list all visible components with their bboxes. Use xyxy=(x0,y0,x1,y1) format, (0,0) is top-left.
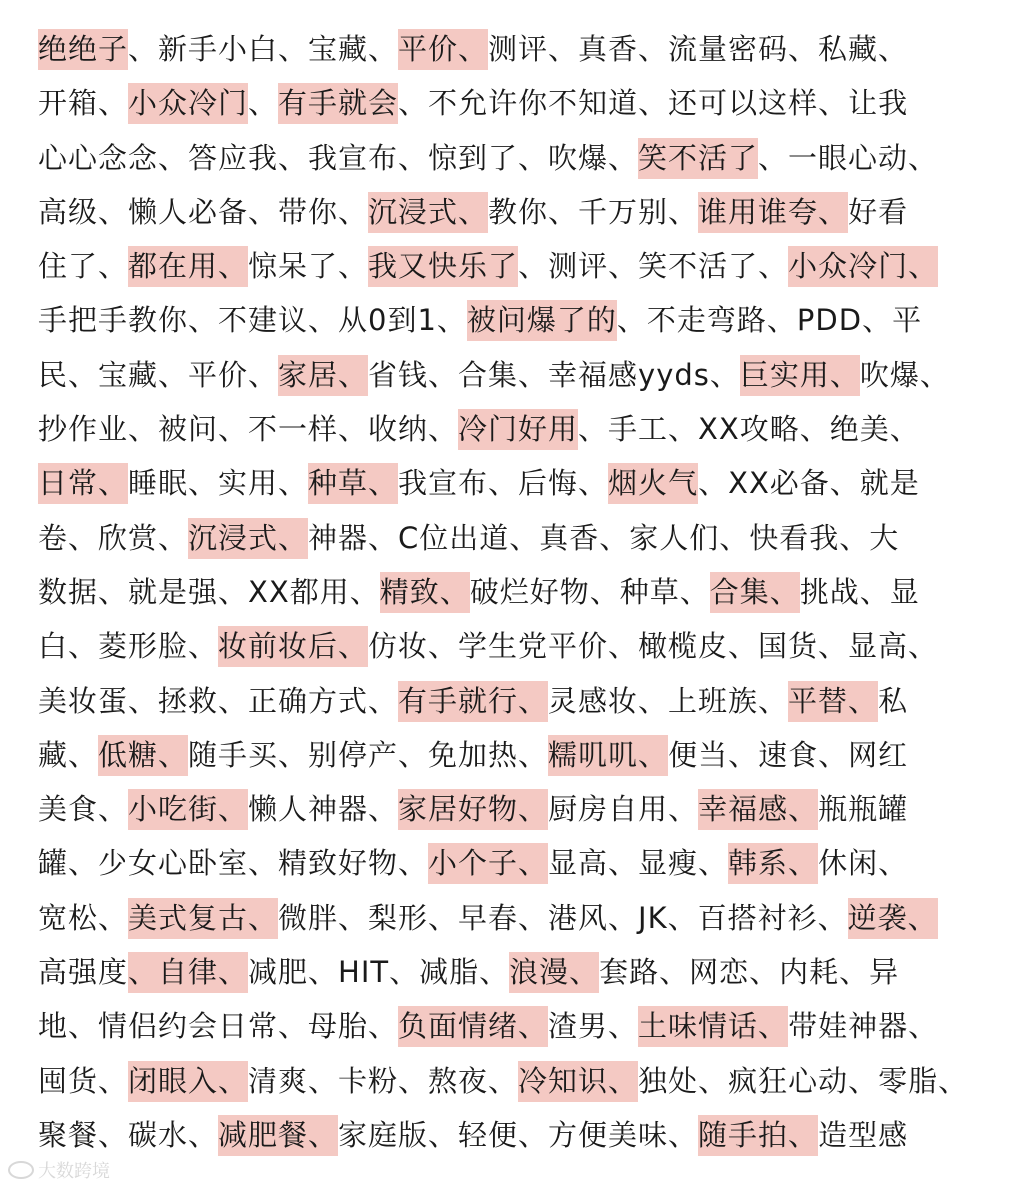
keyword-text: 白、菱形脸、 xyxy=(38,629,219,664)
text-line xyxy=(38,674,1004,728)
keyword-text: 清爽、卡粉、熬夜、 xyxy=(248,1063,519,1098)
keyword-text: 懒人神器、 xyxy=(248,792,399,827)
text-line xyxy=(38,891,1004,945)
highlighted-keyword: 低糖、 xyxy=(98,735,188,776)
highlighted-keyword: 妆前妆后、 xyxy=(218,626,368,667)
watermark-text: 大数跨境 xyxy=(38,1161,110,1182)
highlighted-keyword: 家居好物、 xyxy=(398,789,548,830)
text-line xyxy=(38,619,1004,673)
keyword-text: 、XX必备、就是 xyxy=(698,466,920,501)
keyword-text: 微胖、梨形、早春、港风、JK、百搭衬衫、 xyxy=(278,900,848,935)
highlighted-keyword: 、自律、 xyxy=(128,952,248,993)
keyword-text: 美妆蛋、拯救、正确方式、 xyxy=(38,683,399,718)
text-line xyxy=(38,402,1004,456)
text-line xyxy=(38,945,1004,999)
keyword-text: 省钱、合集、幸福感yyds、 xyxy=(368,357,740,392)
keyword-text: 宽松、 xyxy=(38,900,129,935)
keyword-text: 美食、 xyxy=(38,792,129,827)
text-line xyxy=(38,131,1004,185)
keyword-text: 民、宝藏、平价、 xyxy=(38,357,279,392)
text-line xyxy=(38,511,1004,565)
text-line xyxy=(38,782,1004,836)
text-line xyxy=(38,239,1004,293)
keyword-text: 、不走弯路、PDD、平 xyxy=(616,303,923,338)
highlighted-keyword: 有手就行、 xyxy=(398,681,548,722)
highlighted-keyword: 绝绝子 xyxy=(38,29,128,70)
highlighted-keyword: 沉浸式、 xyxy=(188,518,308,559)
keyword-text: 独处、疯狂心动、零脂、 xyxy=(638,1063,969,1098)
keyword-text: 数据、就是强、XX都用、 xyxy=(38,574,380,609)
highlighted-keyword: 平替、 xyxy=(788,681,878,722)
highlighted-keyword: 我又快乐了 xyxy=(368,246,518,287)
keyword-text: 聚餐、碳水、 xyxy=(38,1117,219,1152)
text-line xyxy=(38,348,1004,402)
keyword-text: 、新手小白、宝藏、 xyxy=(128,32,399,66)
highlighted-keyword: 都在用、 xyxy=(128,246,248,287)
keyword-text: 便当、速食、网红 xyxy=(668,737,909,772)
keyword-text: 减肥、HIT、减脂、 xyxy=(248,955,510,990)
highlighted-keyword: 减肥餐、 xyxy=(218,1115,338,1156)
keyword-text: 灵感妆、上班族、 xyxy=(548,683,789,718)
keyword-text: 睡眠、实用、 xyxy=(128,466,309,501)
keyword-text: 藏、 xyxy=(38,737,99,772)
text-line xyxy=(38,836,1004,890)
highlighted-keyword: 冷知识、 xyxy=(518,1061,638,1102)
text-line xyxy=(38,565,1004,619)
highlighted-keyword: 冷门好用 xyxy=(458,409,578,450)
keyword-text: 、手工、XX攻略、绝美、 xyxy=(578,412,920,447)
keyword-text: 卷、欣赏、 xyxy=(38,520,189,555)
highlighted-keyword: 笑不活了 xyxy=(638,138,758,179)
highlighted-keyword: 小众冷门 xyxy=(128,83,248,124)
keyword-text: 厨房自用、 xyxy=(548,792,699,827)
keyword-text: 教你、千万别、 xyxy=(488,194,699,229)
highlighted-keyword: 糯叽叽、 xyxy=(548,735,668,776)
highlighted-keyword: 家居、 xyxy=(278,355,368,396)
keyword-text: 、不允许你不知道、还可以这样、让我 xyxy=(398,86,909,121)
highlighted-keyword: 小众冷门、 xyxy=(788,246,938,287)
highlighted-keyword: 日常、 xyxy=(38,463,128,504)
highlighted-keyword: 精致、 xyxy=(380,572,470,613)
watermark xyxy=(8,1157,110,1183)
keyword-text: 我宣布、后悔、 xyxy=(398,466,609,501)
keyword-text: 渣男、 xyxy=(548,1009,639,1044)
text-line xyxy=(38,185,1004,239)
text-line xyxy=(38,22,1004,76)
keyword-text: 造型感 xyxy=(818,1117,909,1152)
highlighted-keyword: 巨实用、 xyxy=(740,355,860,396)
highlighted-keyword: 有手就会 xyxy=(278,83,398,124)
keyword-text: 显高、显瘦、 xyxy=(548,846,729,881)
keyword-text: 手把手教你、不建议、从0到1、 xyxy=(38,303,467,338)
text-line xyxy=(38,1054,1004,1108)
keyword-text: 住了、 xyxy=(38,249,129,284)
highlighted-keyword: 幸福感、 xyxy=(698,789,818,830)
highlighted-keyword: 浪漫、 xyxy=(509,952,599,993)
keyword-text: 瓶瓶罐 xyxy=(818,792,909,827)
highlighted-keyword: 沉浸式、 xyxy=(368,192,488,233)
keyword-document xyxy=(38,22,1004,1162)
highlighted-keyword: 平价、 xyxy=(398,29,488,70)
keyword-text: 私 xyxy=(878,683,909,718)
highlighted-keyword: 逆袭、 xyxy=(848,898,938,939)
highlighted-keyword: 合集、 xyxy=(710,572,800,613)
keyword-text: 、一眼心动、 xyxy=(758,140,939,175)
keyword-text: 挑战、显 xyxy=(799,574,920,609)
text-line xyxy=(38,76,1004,130)
text-line xyxy=(38,293,1004,347)
keyword-text: 随手买、别停产、免加热、 xyxy=(188,737,549,772)
keyword-text: 家庭版、轻便、方便美味、 xyxy=(338,1117,699,1152)
watermark-logo-icon xyxy=(8,1161,34,1179)
highlighted-keyword: 小个子、 xyxy=(428,843,548,884)
keyword-text: 破烂好物、种草、 xyxy=(469,574,710,609)
keyword-text: 测评、真香、流量密码、私藏、 xyxy=(488,32,909,66)
text-line xyxy=(38,999,1004,1053)
text-line xyxy=(38,728,1004,782)
keyword-text: 、 xyxy=(248,86,279,121)
keyword-text: 罐、少女心卧室、精致好物、 xyxy=(38,846,429,881)
highlighted-keyword: 谁用谁夸、 xyxy=(698,192,848,233)
highlighted-keyword: 负面情绪、 xyxy=(398,1006,548,1047)
text-line xyxy=(38,1108,1004,1162)
keyword-text: 心心念念、答应我、我宣布、惊到了、吹爆、 xyxy=(38,140,639,175)
keyword-text: 带娃神器、 xyxy=(788,1009,939,1044)
text-line xyxy=(38,456,1004,510)
highlighted-keyword: 被问爆了的 xyxy=(467,300,617,341)
keyword-text: 神器、C位出道、真香、家人们、快看我、大 xyxy=(308,520,900,555)
highlighted-keyword: 烟火气 xyxy=(608,463,698,504)
keyword-text: 、测评、笑不活了、 xyxy=(518,249,789,284)
highlighted-keyword: 美式复古、 xyxy=(128,898,278,939)
keyword-text: 高级、懒人必备、带你、 xyxy=(38,194,369,229)
keyword-text: 高强度 xyxy=(38,955,129,990)
keyword-text: 惊呆了、 xyxy=(248,249,369,284)
keyword-text: 囤货、 xyxy=(38,1063,129,1098)
keyword-text: 吹爆、 xyxy=(859,357,950,392)
keyword-text: 好看 xyxy=(848,194,909,229)
keyword-text: 套路、网恋、内耗、异 xyxy=(599,955,900,990)
keyword-text: 开箱、 xyxy=(38,86,129,121)
keyword-text: 仿妆、学生党平价、橄榄皮、国货、显高、 xyxy=(368,629,939,664)
highlighted-keyword: 种草、 xyxy=(308,463,398,504)
highlighted-keyword: 小吃街、 xyxy=(128,789,248,830)
highlighted-keyword: 土味情话、 xyxy=(638,1006,788,1047)
highlighted-keyword: 韩系、 xyxy=(728,843,818,884)
keyword-text: 休闲、 xyxy=(818,846,909,881)
highlighted-keyword: 闭眼入、 xyxy=(128,1061,248,1102)
keyword-text: 抄作业、被问、不一样、收纳、 xyxy=(38,412,459,447)
highlighted-keyword: 随手拍、 xyxy=(698,1115,818,1156)
keyword-text: 地、情侣约会日常、母胎、 xyxy=(38,1009,399,1044)
